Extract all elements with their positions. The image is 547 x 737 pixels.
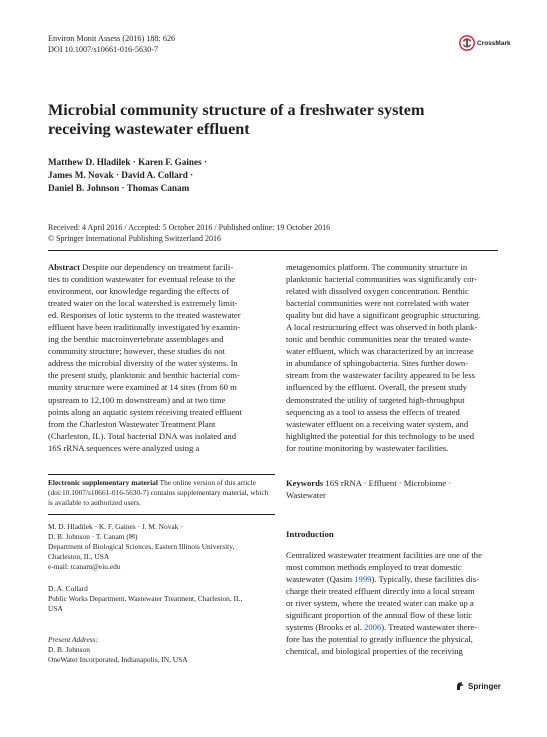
divider — [48, 474, 275, 475]
affiliation-block — [48, 522, 275, 572]
abstract-line: influenced by the effluent. Overall, the present study — [286, 382, 467, 393]
abstract-line: Abstract Despite our dependency on treatment facili- — [48, 262, 234, 272]
abstract-line: demonstrated the utility of targeted high-throughput — [286, 394, 465, 405]
abstract-line: wastewater effluent on a receiving water system, and — [286, 418, 469, 429]
author-line: Matthew D. Hladilek · Karen F. Gaines · — [48, 157, 207, 167]
abstract-continued — [286, 261, 499, 454]
abstract-line: ing the benthic macroinvertebrate assemblages and — [48, 334, 224, 345]
abstract-line: sequencing as a tool to assess the effects of treated — [286, 406, 460, 417]
history-dates: Received: 4 April 2016 / Accepted: 5 October 2016 / Published online: 19 October 2016 — [48, 223, 331, 232]
abstract-line: quality but did have a significant geographic structuring. — [286, 310, 481, 321]
springer-horse-icon — [455, 681, 465, 691]
abstract-line: address the microbial diversity of the water systems. In — [48, 358, 238, 369]
body-line: chemical, and biological properties of the receiving — [286, 646, 463, 657]
abstract-line: upstream to 12,100 m downstream) and at two time — [48, 394, 226, 405]
journal-citation: Environ Monit Assess (2016) 188: 626 — [48, 34, 176, 43]
abstract-line: treated water on the local watershed is extremely limit- — [48, 298, 238, 309]
author-line: Daniel B. Johnson · Thomas Canam — [48, 183, 190, 193]
citation-link[interactable]: 2006 — [364, 622, 382, 633]
doi-line: DOI 10.1007/s10661-016-5630-7 — [48, 45, 159, 54]
email-link[interactable]: e-mail: tcanam@eiu.edu — [48, 562, 121, 572]
section-heading: Introduction — [286, 529, 334, 539]
abstract-line: environment, our knowledge regarding the effects of — [48, 286, 229, 297]
body-line: systems (Brooks et al. 2006). Treated wastewater there- — [286, 622, 478, 633]
divider — [48, 250, 498, 251]
abstract-line: effluent have been traditionally investigated by examin- — [48, 322, 241, 333]
abstract-line: tonic and benthic communities near the treated waste- — [286, 334, 472, 345]
crossmark-badge[interactable] — [459, 35, 519, 51]
keywords — [286, 477, 499, 501]
body-line: Centralized wastewater treatment facilities are one of the — [286, 550, 482, 560]
affiliation-block — [48, 635, 275, 665]
affiliation-line: Department of Biological Sciences, Eastern Illinois University, — [48, 542, 235, 552]
body-line: wastewater (Qasim 1999). Typically, these facilities dis- — [286, 574, 479, 585]
affiliation-line: Public Works Department, Wastewater Treatment, Charleston, IL, — [48, 594, 243, 604]
present-address-label: Present Address: — [48, 635, 99, 644]
affiliation-block — [48, 584, 275, 614]
abstract-line: water effluent, which was characterized by an increase — [286, 346, 474, 357]
publisher-logo — [455, 681, 501, 691]
body-line: fore has the potential to greatly influence the physical, — [286, 634, 473, 645]
article-history — [48, 222, 508, 244]
publisher-name: Springer — [468, 681, 501, 691]
keywords-text: Wastewater — [286, 490, 326, 500]
supplementary-text: The online version of this article (doi:10.1007/s10661-016-5630-7) contains supplementary material, which is available to authorized users. — [48, 478, 269, 507]
abstract-line: from the Charleston Wastewater Treatment Plant — [48, 418, 216, 429]
abstract-line: ed. Responses of lotic systems to the treated wastewater — [48, 310, 241, 321]
abstract-line: points along an aquatic system receiving treated effluent — [48, 406, 242, 417]
running-header — [48, 33, 175, 55]
body-line: most common methods employed to treat domestic — [286, 562, 462, 573]
body-line: charge their treated effluent directly into a local stream — [286, 586, 475, 597]
affiliation-line: OneWater Incorporated, Indianapolis, IN, USA — [48, 655, 188, 665]
abstract-line: for routine monitoring by wastewater facilities. — [286, 442, 449, 453]
abstract-line: 16S rRNA sequences were analyzed using a — [48, 442, 200, 453]
abstract — [48, 261, 275, 454]
crossmark-label: CrossMark — [477, 39, 511, 47]
affiliation-line: USA — [48, 604, 63, 614]
abstract-line: related with dissolved oxygen concentration. Benthic — [286, 286, 469, 297]
abstract-line: metagenomics platform. The community structure in — [286, 262, 468, 272]
body-line: significant proportion of the annual flow of these lotic — [286, 610, 473, 621]
supplementary-label: Electronic supplementary material — [48, 478, 158, 487]
affiliation-line: D. B. Johnson · T. Canam (✉) — [48, 532, 138, 542]
citation-link[interactable]: 1999 — [354, 574, 372, 585]
keywords-text: 16S rRNA · Effluent · Microbiome · — [323, 478, 452, 488]
affiliation-line: Charleston, IL, USA — [48, 552, 110, 562]
abstract-line: stream from the wastewater facility appeared to be less — [286, 370, 475, 381]
title-line: Microbial community structure of a freshwater system — [48, 101, 425, 119]
abstract-label: Abstract — [48, 262, 80, 272]
abstract-line: highlighted the potential for this technology to be used — [286, 430, 475, 441]
abstract-line: munity structure were examined at 14 sites (from 60 m — [48, 382, 237, 393]
abstract-line: A local restructuring effect was observed in both plank- — [286, 322, 478, 333]
abstract-line: ties to condition wastewater for eventual release to the — [48, 274, 236, 285]
affiliation-line: D. A. Collard — [48, 584, 88, 593]
divider — [48, 514, 275, 515]
crossmark-icon — [459, 35, 475, 51]
title-line: receiving wastewater effluent — [48, 120, 250, 138]
introduction-text — [286, 549, 499, 657]
abstract-line: bacterial communities were not correlated with water — [286, 298, 470, 309]
author-line: James M. Novak · David A. Collard · — [48, 170, 194, 180]
abstract-line: the present study, planktonic and benthic bacterial com- — [48, 370, 240, 381]
abstract-line: (Charleston, IL). Total bacterial DNA was isolated and — [48, 430, 237, 441]
keywords-label: Keywords — [286, 478, 324, 488]
affiliation-line: D. B. Johnson — [48, 645, 90, 655]
affiliation-line: M. D. Hladilek · K. F. Gaines · J. M. Novak · — [48, 522, 183, 531]
supplementary-note — [48, 478, 275, 508]
body-line: or river system, where the treated water can make up a — [286, 598, 474, 609]
author-list — [48, 156, 368, 195]
article-title — [48, 101, 478, 139]
copyright-line: © Springer International Publishing Switzerland 2016 — [48, 234, 221, 243]
abstract-line: in abundance of sphingobacteria. Sites further down- — [286, 358, 469, 369]
abstract-line: community structure; however, these studies do not — [48, 346, 225, 357]
abstract-line: planktonic bacterial communities was significantly cor- — [286, 274, 477, 285]
